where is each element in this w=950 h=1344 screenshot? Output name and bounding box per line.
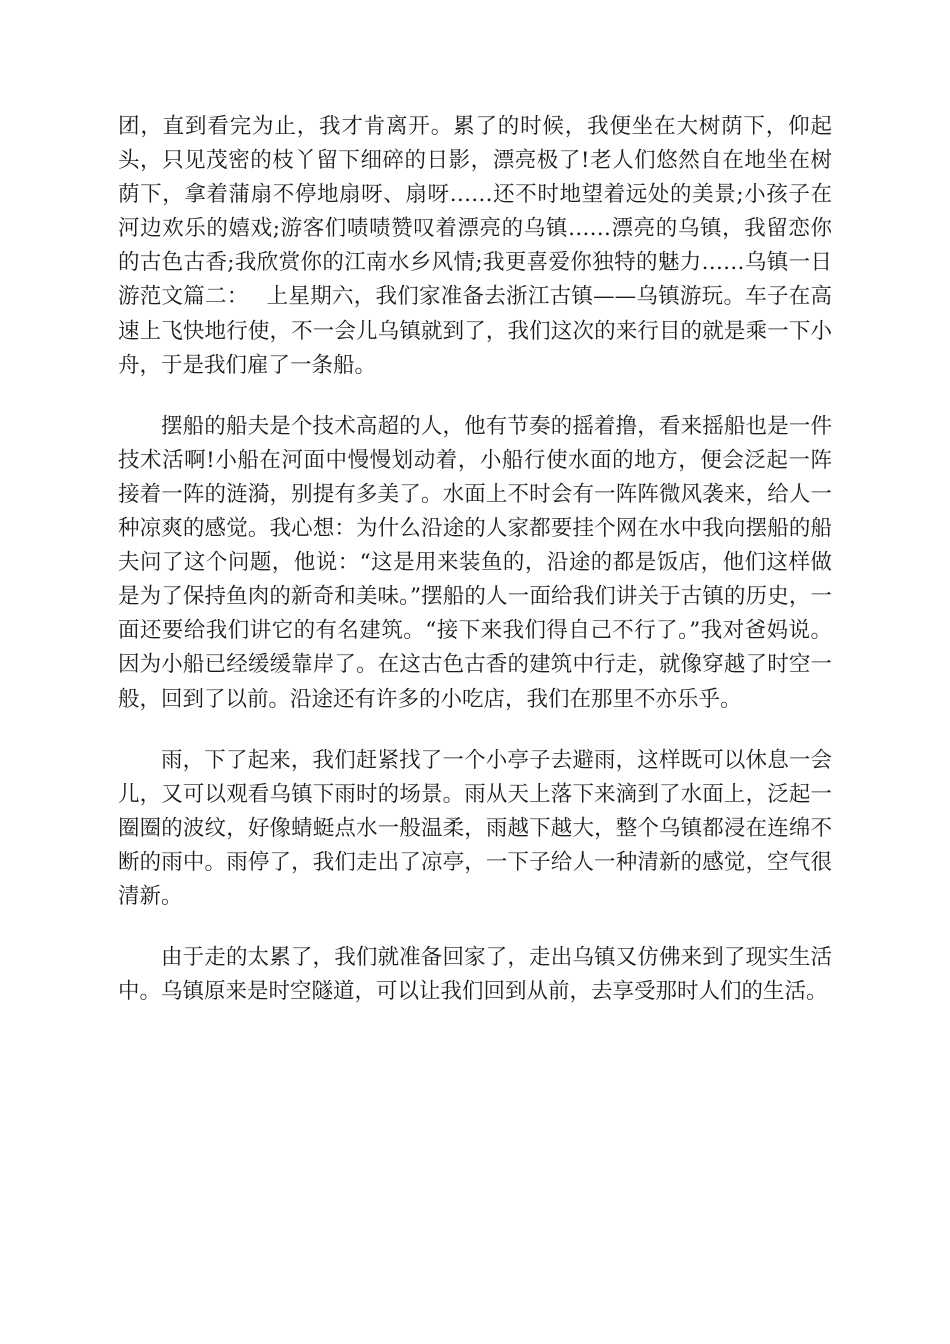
paragraph-3: 雨，下了起来，我们赶紧找了一个小亭子去避雨，这样既可以休息一会儿，又可以观看乌镇下雨时的场景。雨从天上落下来滴到了水面上，泛起一圈圈的波纹，好像蜻蜓点水一般温柔，雨越下越大，整个乌镇都浸在连绵不断的雨中。雨停了，我们走出了凉亭，一下子给人一种清新的感觉，空气很清新。 xyxy=(118,747,832,909)
paragraph-gap xyxy=(118,717,832,744)
paragraph-gap xyxy=(118,914,832,941)
paragraph-gap xyxy=(118,383,832,410)
paragraph-1: 团，直到看完为止，我才肯离开。累了的时候，我便坐在大树荫下，仰起头，只见茂密的枝丫留下细碎的日影，漂亮极了!老人们悠然自在地坐在树荫下，拿着蒲扇不停地扇呀、扇呀……还不时地望着远处的美景;小孩子在河边欢乐的嬉戏;游客们啧啧赞叹着漂亮的乌镇……漂亮的乌镇，我留恋你的古色古香;我欣赏你的江南水乡风情;我更喜爱你独特的魅力……乌镇一日游范文篇二： 上星期六，我们家准备去浙江古镇——乌镇游玩。车子在高速上飞快地行使，不一会儿乌镇就到了，我们这次的来行目的就是乘一下小舟，于是我们雇了一条船。 xyxy=(118,114,832,378)
paragraph-2: 摆船的船夫是个技术高超的人，他有节奏的摇着撸，看来摇船也是一件技术活啊!小船在河面中慢慢划动着，小船行使水面的地方，便会泛起一阵接着一阵的涟漪，别提有多美了。水面上不时会有一阵阵微风袭来，给人一种凉爽的感觉。我心想：为什么沿途的人家都要挂个网在水中我向摆船的船夫问了这个问题，他说：“这是用来装鱼的，沿途的都是饭店，他们这样做是为了保持鱼肉的新奇和美味。”摆船的人一面给我们讲关于古镇的历史，一面还要给我们讲它的有名建筑。“接下来我们得自己不行了。”我对爸妈说。因为小船已经缓缓靠岸了。在这古色古香的建筑中行走，就像穿越了时空一般，回到了以前。沿途还有许多的小吃店，我们在那里不亦乐乎。 xyxy=(118,413,832,712)
paragraph-4: 由于走的太累了，我们就准备回家了，走出乌镇又仿佛来到了现实生活中。乌镇原来是时空隧道，可以让我们回到从前，去享受那时人们的生活。 xyxy=(118,945,832,1005)
document-body xyxy=(118,110,832,1009)
